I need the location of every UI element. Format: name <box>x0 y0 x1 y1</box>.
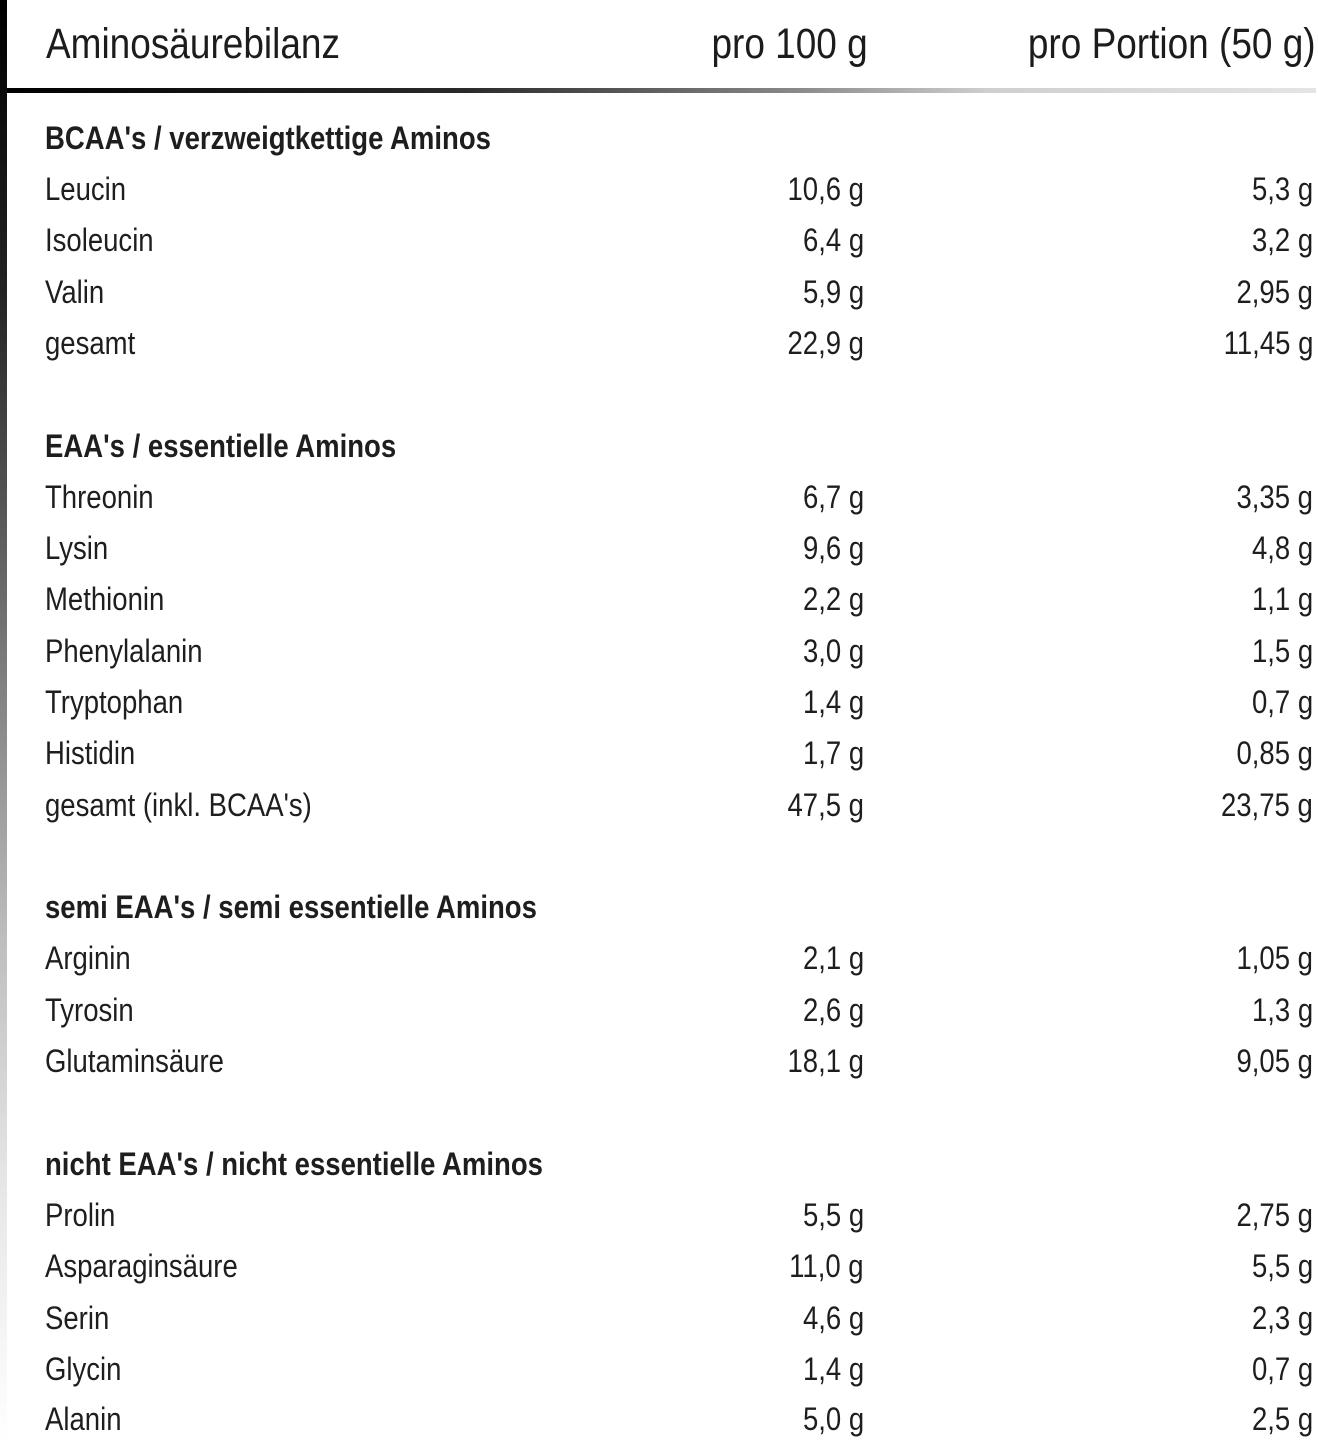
amino-name: Valin <box>45 274 105 310</box>
value-per-portion: 5,3 g <box>1251 171 1313 207</box>
value-per-100g: 5,9 g <box>802 274 864 310</box>
table-row <box>45 477 1313 517</box>
table-row <box>45 579 1313 619</box>
value-per-100g: 5,5 g <box>802 1197 864 1233</box>
table-row <box>45 631 1313 671</box>
value-per-portion: 5,5 g <box>1251 1248 1313 1284</box>
amino-name: Isoleucin <box>45 222 154 258</box>
amino-name: gesamt (inkl. BCAA's) <box>45 787 312 823</box>
table-row <box>45 1195 1313 1235</box>
amino-name: Tyrosin <box>45 992 134 1028</box>
value-per-portion: 2,75 g <box>1236 1197 1313 1233</box>
amino-name: Arginin <box>45 940 131 976</box>
value-per-100g: 4,6 g <box>802 1300 864 1336</box>
value-per-100g: 2,6 g <box>802 992 864 1028</box>
value-per-100g: 6,7 g <box>802 479 864 515</box>
amino-name: Tryptophan <box>45 684 184 720</box>
table-row <box>45 1399 1313 1439</box>
value-per-portion: 2,95 g <box>1236 274 1313 310</box>
amino-name: Asparaginsäure <box>45 1248 238 1284</box>
value-per-100g: 1,4 g <box>802 684 864 720</box>
column-header-per-100g: pro 100 g <box>711 20 868 68</box>
value-per-portion: 1,1 g <box>1251 581 1313 617</box>
value-per-portion: 2,5 g <box>1251 1401 1313 1437</box>
table-row <box>45 990 1313 1030</box>
value-per-100g: 1,7 g <box>802 735 864 771</box>
amino-name: Leucin <box>45 171 127 207</box>
value-per-100g: 22,9 g <box>787 325 864 361</box>
table-row <box>45 938 1313 978</box>
amino-name: Alanin <box>45 1401 122 1437</box>
amino-name: Prolin <box>45 1197 116 1233</box>
value-per-100g: 18,1 g <box>787 1043 864 1079</box>
value-per-portion: 0,7 g <box>1251 684 1313 720</box>
table-title: Aminosäurebilanz <box>46 20 340 68</box>
value-per-portion: 3,2 g <box>1251 222 1313 258</box>
table-row <box>45 682 1313 722</box>
value-per-portion: 1,05 g <box>1236 940 1313 976</box>
value-per-100g: 47,5 g <box>787 787 864 823</box>
amino-name: Glycin <box>45 1351 122 1387</box>
value-per-100g: 9,6 g <box>802 530 864 566</box>
table-row <box>45 1041 1313 1081</box>
column-header-per-portion: pro Portion (50 g) <box>1028 20 1316 68</box>
table-row <box>45 1298 1313 1338</box>
value-per-100g: 2,2 g <box>802 581 864 617</box>
value-per-portion: 1,3 g <box>1251 992 1313 1028</box>
table-row <box>45 733 1313 773</box>
amino-name: Histidin <box>45 735 136 771</box>
value-per-portion: 9,05 g <box>1236 1043 1313 1079</box>
value-per-100g: 2,1 g <box>802 940 864 976</box>
value-per-100g: 11,0 g <box>789 1248 864 1284</box>
amino-name: Lysin <box>45 530 109 566</box>
value-per-portion: 4,8 g <box>1251 530 1313 566</box>
value-per-100g: 6,4 g <box>802 222 864 258</box>
section-title-bcaa: BCAA's / verzweigtkettige Aminos <box>45 120 491 156</box>
table-row <box>45 528 1313 568</box>
table-row <box>45 1349 1313 1389</box>
value-per-portion: 23,75 g <box>1221 787 1313 823</box>
amino-name: Glutaminsäure <box>45 1043 224 1079</box>
table-row <box>45 169 1313 209</box>
table-row <box>45 220 1313 260</box>
amino-name: gesamt <box>45 325 136 361</box>
value-per-portion: 1,5 g <box>1251 633 1313 669</box>
value-per-portion: 3,35 g <box>1236 479 1313 515</box>
value-per-portion: 2,3 g <box>1251 1300 1313 1336</box>
table-row-total <box>45 323 1313 363</box>
section-title-eaa: EAA's / essentielle Aminos <box>45 428 397 464</box>
amino-name: Serin <box>45 1300 110 1336</box>
value-per-portion: 0,7 g <box>1251 1351 1313 1387</box>
amino-name: Methionin <box>45 581 165 617</box>
table-row <box>45 1246 1313 1286</box>
amino-name: Phenylalanin <box>45 633 203 669</box>
value-per-100g: 1,4 g <box>802 1351 864 1387</box>
table-row <box>45 272 1313 312</box>
amino-name: Threonin <box>45 479 154 515</box>
value-per-100g: 5,0 g <box>802 1401 864 1437</box>
section-title-non-eaa: nicht EAA's / nicht essentielle Aminos <box>45 1146 543 1182</box>
value-per-portion: 11,45 g <box>1223 325 1313 361</box>
section-title-semi-eaa: semi EAA's / semi essentielle Aminos <box>45 889 537 925</box>
table-row-total <box>45 785 1313 825</box>
value-per-100g: 3,0 g <box>802 633 864 669</box>
value-per-100g: 10,6 g <box>787 171 864 207</box>
value-per-portion: 0,85 g <box>1236 735 1313 771</box>
